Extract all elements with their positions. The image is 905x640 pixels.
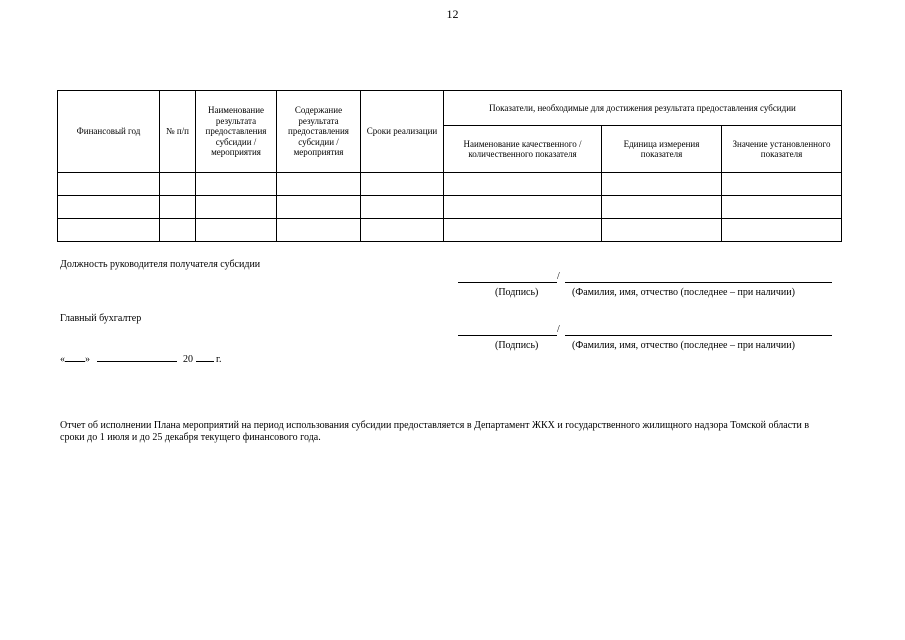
header-result-name: Наименование результата предоставления субсидии / мероприятия (196, 91, 277, 173)
table-cell[interactable] (602, 219, 722, 242)
table-cell[interactable] (444, 173, 602, 196)
table-cell[interactable] (160, 219, 196, 242)
year-field[interactable] (196, 352, 214, 362)
head-signature-caption: (Подпись) (495, 287, 539, 298)
head-position-label: Должность руководителя получателя субсидии (60, 259, 261, 270)
date-close-quote: » (85, 354, 90, 365)
table-cell[interactable] (602, 173, 722, 196)
date-open-quote: « (60, 354, 65, 365)
head-slash: / (557, 271, 560, 282)
header-financial-year: Финансовый год (58, 91, 160, 173)
table-cell[interactable] (722, 173, 842, 196)
submission-note: Отчет об исполнении Плана мероприятий на период использования субсидии предоставляется в Департамент ЖКХ и государственного жилищного надзора Томской области в сроки до 1 июля и до 25 декабря текущего финансового года. (60, 420, 810, 443)
accountant-slash: / (557, 324, 560, 335)
table-cell[interactable] (58, 196, 160, 219)
table-cell[interactable] (277, 173, 361, 196)
table-row (58, 219, 842, 242)
page-number: 12 (446, 7, 459, 21)
table-cell[interactable] (361, 196, 444, 219)
table-cell[interactable] (602, 196, 722, 219)
table-cell[interactable] (196, 173, 277, 196)
month-field[interactable] (97, 352, 177, 362)
head-name-caption: (Фамилия, имя, отчество (последнее – при наличии) (572, 287, 795, 298)
table-cell[interactable] (361, 219, 444, 242)
table-cell[interactable] (196, 196, 277, 219)
table-cell[interactable] (160, 173, 196, 196)
accountant-signature-line[interactable] (458, 335, 557, 336)
table-row (58, 196, 842, 219)
year-prefix: 20 (183, 354, 193, 365)
accountant-name-line[interactable] (565, 335, 832, 336)
header-terms: Сроки реализации (361, 91, 444, 173)
accountant-name-caption: (Фамилия, имя, отчество (последнее – при наличии) (572, 340, 795, 351)
date-line (60, 352, 221, 365)
header-unit: Единица измерения показателя (602, 126, 722, 173)
table-row (58, 173, 842, 196)
header-indicators-group: Показатели, необходимые для достижения результата предоставления субсидии (444, 91, 842, 126)
table-cell[interactable] (722, 219, 842, 242)
chief-accountant-label: Главный бухгалтер (60, 313, 142, 324)
header-value: Значение установленного показателя (722, 126, 842, 173)
table-cell[interactable] (444, 219, 602, 242)
table-cell[interactable] (277, 219, 361, 242)
table-header-row (58, 91, 842, 126)
table-cell[interactable] (444, 196, 602, 219)
header-number: № п/п (160, 91, 196, 173)
events-plan-table (57, 90, 842, 242)
head-signature-line[interactable] (458, 282, 557, 283)
table-cell[interactable] (58, 219, 160, 242)
table-cell[interactable] (722, 196, 842, 219)
head-name-line[interactable] (565, 282, 832, 283)
accountant-signature-caption: (Подпись) (495, 340, 539, 351)
table-cell[interactable] (160, 196, 196, 219)
year-suffix: г. (216, 354, 222, 365)
table-cell[interactable] (277, 196, 361, 219)
table-cell[interactable] (196, 219, 277, 242)
table-cell[interactable] (58, 173, 160, 196)
header-indicator-name: Наименование качественного / количественного показателя (444, 126, 602, 173)
header-result-content: Содержание результата предоставления субсидии / мероприятия (277, 91, 361, 173)
day-field[interactable] (65, 352, 85, 362)
table-cell[interactable] (361, 173, 444, 196)
